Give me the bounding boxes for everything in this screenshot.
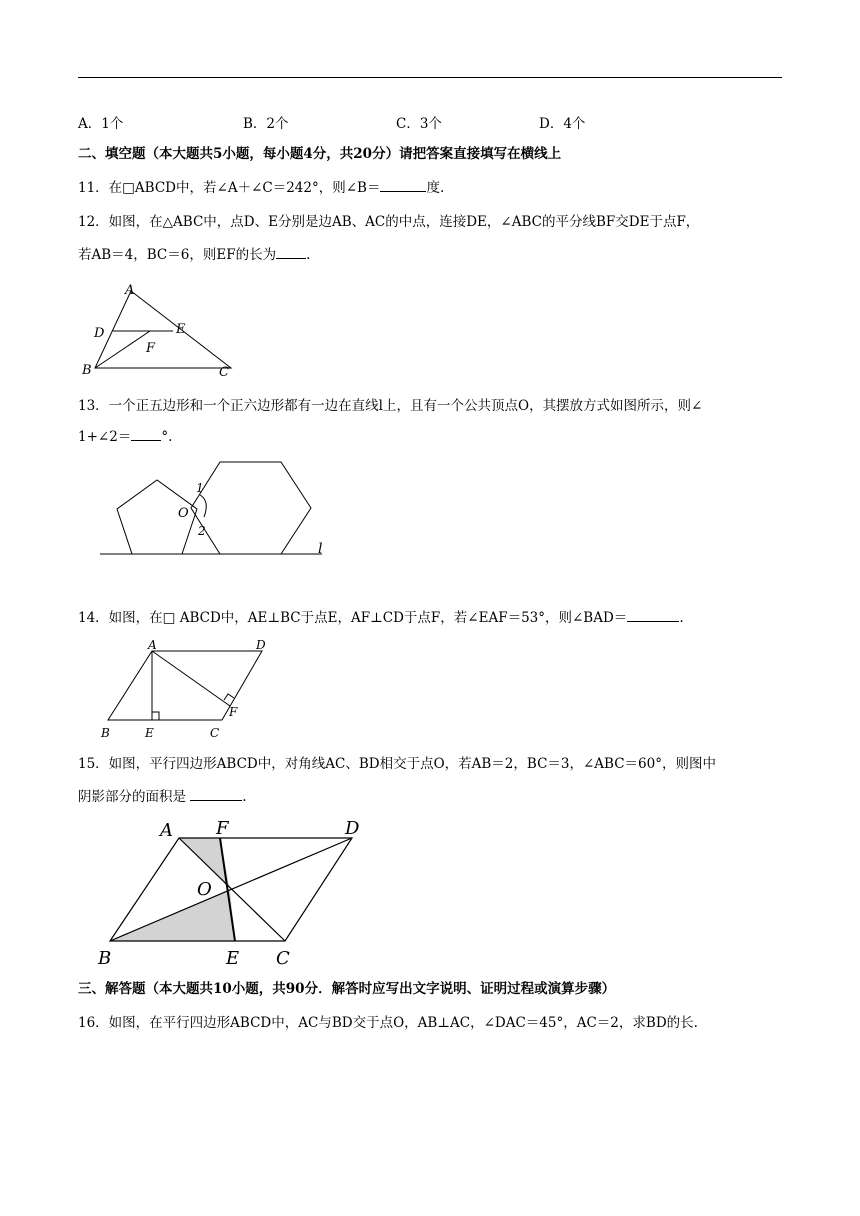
label-C: C — [210, 726, 220, 740]
question-13-suffix: °. — [161, 429, 173, 445]
right-angle-e — [152, 712, 159, 720]
label-D: D — [345, 818, 360, 839]
right-angle-f — [224, 694, 234, 700]
figure-parallelogram-15 — [96, 812, 376, 972]
answer-blank — [190, 788, 242, 801]
label-A: A — [148, 638, 157, 652]
option-b: B．2个 — [243, 116, 289, 132]
question-12-line2 — [78, 246, 310, 264]
question-12-suffix: . — [306, 247, 311, 263]
question-16: 16．如图，在平行四边形ABCD中，AC与BD交于点O，AB⊥AC，∠DAC＝45°，AC＝2，求BD的长. — [78, 1015, 698, 1031]
label-E: E — [226, 948, 240, 969]
angle-2-label: 2 — [198, 524, 206, 538]
question-12-text: 若AB＝4，BC＝6，则EF的长为 — [78, 247, 277, 263]
answer-blank — [276, 246, 306, 259]
label-l: l — [318, 541, 323, 557]
regular-hexagon — [191, 462, 311, 554]
label-A: A — [160, 820, 173, 841]
label-F: F — [229, 705, 238, 719]
question-12-line1: 12．如图，在△ABC中，点D、E分别是边AB、AC的中点，连接DE，∠ABC的平分线BF交DE于点F， — [78, 214, 700, 230]
option-a: A．1个 — [78, 116, 124, 132]
label-B: B — [98, 948, 112, 969]
answer-blank — [380, 179, 426, 192]
label-D: D — [94, 326, 105, 341]
option-d: D．4个 — [539, 116, 586, 132]
question-11-text: 11．在□ABCD中，若∠A＋∠C＝242°，则∠B＝ — [78, 180, 381, 196]
altitude-af — [152, 651, 230, 706]
label-E: E — [176, 322, 186, 337]
label-B: B — [101, 726, 110, 740]
section-heading-fill-in: 二、填空题（本大题共5小题，每小题4分，共20分）请把答案直接填写在横线上 — [78, 146, 562, 162]
parallelogram-abcd — [108, 651, 262, 720]
answer-blank — [627, 609, 679, 622]
answer-blank — [131, 428, 161, 441]
label-F: F — [146, 341, 156, 356]
figure-parallelogram-14 — [96, 636, 286, 744]
header-rule — [78, 77, 782, 78]
label-F: F — [216, 818, 229, 839]
label-C: C — [219, 365, 229, 380]
label-O: O — [197, 879, 212, 900]
angle-1-label: 1 — [196, 481, 204, 495]
question-15-suffix: . — [242, 789, 247, 805]
question-13-line2 — [78, 428, 172, 446]
question-15-line2 — [78, 788, 247, 806]
label-D: D — [256, 638, 266, 652]
question-13-line1: 13．一个正五边形和一个正六边形都有一边在直线l上，且有一个公共顶点O，其摆放方式如图所示，则∠ — [78, 398, 703, 414]
option-c: C．3个 — [396, 116, 442, 132]
question-14 — [78, 609, 684, 627]
label-A: A — [125, 283, 135, 298]
angle-arc — [200, 495, 206, 517]
question-14-text: 14．如图，在□ ABCD中，AE⊥BC于点E，AF⊥CD于点F，若∠EAF＝53°，则∠BAD＝ — [78, 610, 628, 626]
question-14-suffix: . — [679, 610, 684, 626]
figure-triangle-abc — [76, 280, 246, 380]
question-11-suffix: 度. — [426, 180, 445, 196]
label-B: B — [82, 363, 92, 378]
label-C: C — [276, 948, 290, 969]
figure-pentagon-hexagon — [100, 455, 340, 565]
question-13-text: 1+∠2＝ — [78, 429, 132, 445]
question-11 — [78, 179, 444, 197]
label-O: O — [178, 506, 189, 521]
section-heading-solutions: 三、解答题（本大题共10小题，共90分．解答时应写出文字说明、证明过程或演算步骤） — [78, 981, 616, 997]
question-15-line1: 15．如图，平行四边形ABCD中，对角线AC、BD相交于点O，若AB＝2，BC＝3，∠ABC＝60°，则图中 — [78, 756, 716, 772]
triangle-outline — [95, 291, 231, 368]
question-15-text: 阴影部分的面积是 — [78, 789, 191, 805]
label-E: E — [145, 726, 154, 740]
